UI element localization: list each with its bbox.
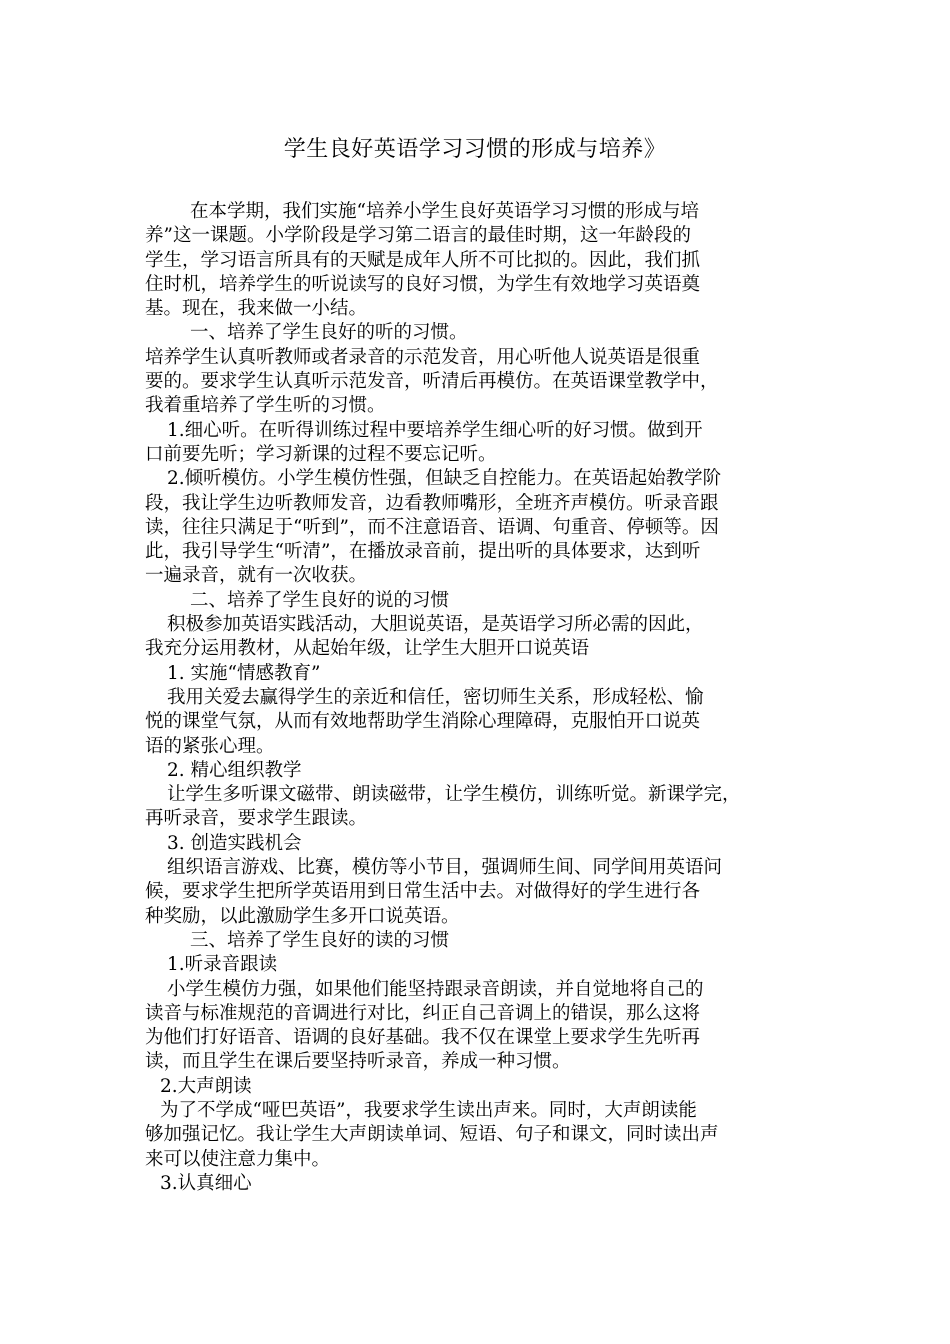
- paragraph-line: 段，我让学生边听教师发音，边看教师嘴形，全班齐声模仿。听录音跟: [145, 492, 719, 514]
- paragraph-line: 学生，学习语言所具有的天赋是成年人所不可比拟的。因此，我们抓: [145, 249, 701, 271]
- section-heading: 三、培养了学生良好的读的习惯: [190, 929, 450, 951]
- document-body: [145, 200, 820, 1196]
- paragraph-line: 种奖励，以此激励学生多开口说英语。: [145, 905, 460, 927]
- paragraph-line: 读，而且学生在课后要坚持听录音，养成一种习惯。: [145, 1051, 571, 1073]
- paragraph-line: 2.倾听模仿。小学生模仿性强，但缺乏自控能力。在英语起始教学阶: [167, 468, 722, 490]
- paragraph-line: 小学生模仿力强，如果他们能坚持跟录音朗读，并自觉地将自己的: [167, 978, 704, 1000]
- paragraph-line: 一遍录音，就有一次收获。: [145, 565, 368, 587]
- document-title: 学生良好英语学习习惯的形成与培养》: [283, 137, 667, 162]
- subsection-heading: 1. 实施“情感教育”: [167, 662, 321, 684]
- paragraph-line: 积极参加英语实践活动，大胆说英语，是英语学习所必需的因此，: [167, 614, 704, 636]
- paragraph-line: 我充分运用教材，从起始年级，让学生大胆开口说英语: [145, 638, 590, 660]
- paragraph-line: 我用关爱去赢得学生的亲近和信任，密切师生关系，形成轻松、愉: [167, 686, 704, 708]
- paragraph-line: 读音与标准规范的音调进行对比，纠正自己音调上的错误，那么这将: [145, 1002, 701, 1024]
- subsection-heading: 3. 创造实践机会: [167, 832, 302, 854]
- paragraph-line: 够加强记忆。我让学生大声朗读单词、短语、句子和课文，同时读出声: [145, 1124, 719, 1146]
- paragraph-line: 在本学期，我们实施“培养小学生良好英语学习习惯的形成与培: [190, 201, 699, 222]
- paragraph-line: 要的。要求学生认真听示范发音，听清后再模仿。在英语课堂教学中，: [145, 371, 719, 393]
- subsection-heading: 2. 精心组织教学: [167, 759, 302, 781]
- paragraph-line: 来可以使注意力集中。: [145, 1148, 331, 1170]
- paragraph-line: 养”这一课题。小学阶段是学习第二语言的最佳时期，这一年龄段的: [145, 225, 691, 247]
- paragraph-line: 语的紧张心理。: [145, 735, 275, 757]
- paragraph-line: 悦的课堂气氛，从而有效地帮助学生消除心理障碍，克服怕开口说英: [145, 711, 701, 733]
- paragraph-line: 再听录音，要求学生跟读。: [145, 808, 368, 830]
- paragraph-line: 1.细心听。在听得训练过程中要培养学生细心听的好习惯。做到开: [167, 419, 703, 441]
- subsection-heading: 3.认真细心: [160, 1172, 252, 1194]
- section-heading: 一、培养了学生良好的听的习惯。: [190, 322, 468, 344]
- paragraph-line: 让学生多听课文磁带、朗读磁带，让学生模仿，训练听觉。新课学完，: [167, 784, 741, 806]
- paragraph-line: 此，我引导学生“听清”，在播放录音前，提出听的具体要求，达到听: [145, 541, 701, 563]
- paragraph-line: 为他们打好语音、语调的良好基础。我不仅在课堂上要求学生先听再: [145, 1027, 701, 1049]
- paragraph-line: 培养学生认真听教师或者录音的示范发音，用心听他人说英语是很重: [145, 346, 701, 368]
- subsection-heading: 2.大声朗读: [160, 1075, 252, 1097]
- paragraph-line: 我着重培养了学生听的习惯。: [145, 395, 386, 417]
- paragraph-line: 组织语言游戏、比赛，模仿等小节目，强调师生间、同学间用英语问: [167, 857, 723, 879]
- section-heading: 二、培养了学生良好的说的习惯: [190, 589, 450, 611]
- subsection-heading: 1.听录音跟读: [167, 954, 278, 976]
- paragraph-line: 住时机，培养学生的听说读写的良好习惯，为学生有效地学习英语奠: [145, 273, 701, 295]
- paragraph-line: 口前要先听；学习新课的过程不要忘记听。: [145, 443, 497, 465]
- paragraph-line: 候，要求学生把所学英语用到日常生活中去。对做得好的学生进行各: [145, 881, 701, 903]
- paragraph-line: 读，往往只满足于“听到”，而不注意语音、语调、句重音、停顿等。因: [145, 516, 719, 538]
- paragraph-line: 基。现在，我来做一小结。: [145, 298, 368, 320]
- paragraph-line: 为了不学成“哑巴英语”，我要求学生读出声来。同时，大声朗读能: [160, 1099, 697, 1121]
